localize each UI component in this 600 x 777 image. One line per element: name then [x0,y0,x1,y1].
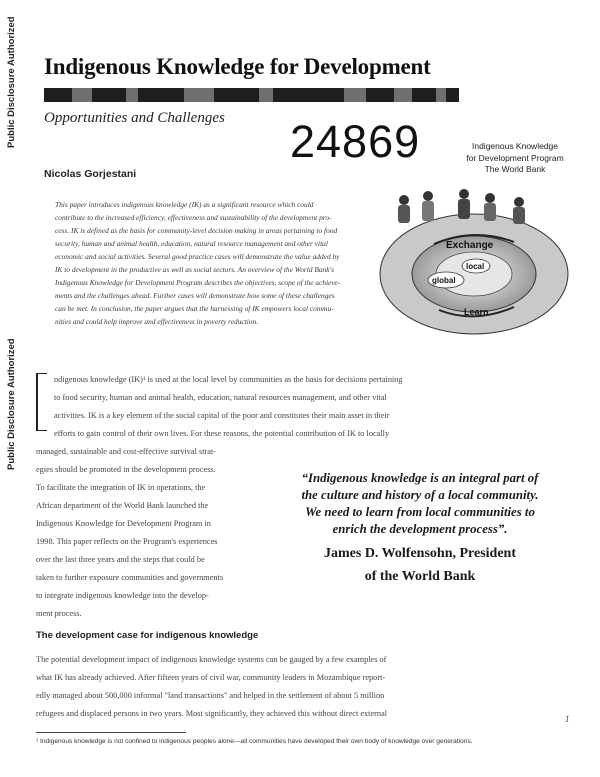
subtitle: Opportunities and Challenges [44,110,225,126]
intro-line: ndigenous knowledge (IK)¹ is used at the local level by communities as the basis for decisions pertaining [54,375,403,384]
intro-continuation [36,443,264,623]
page-number: 1 [565,714,570,724]
intro-cont-line: ment process. [36,609,82,618]
global-badge [428,272,464,288]
intro-cont-line: 1998. This paper reflects on the Program's experiences [36,537,218,546]
intro-cont-line: egies should be promoted in the development process. [36,465,216,474]
section-line: edly managed about 500,000 informal "land transactions" and helped in the settlement of about 5 million [36,691,385,700]
quote-author-line: of the World Bank [364,569,476,584]
document-number: 24869 [290,116,421,167]
abstract-line: This paper introduces indigenous knowledge (IK) as a significant resource which could [55,200,314,209]
intro-cont-line: African department of the World Bank launched the [36,501,209,510]
footnote: ¹ Indigenous knowledge is not confined to indigenous peoples alone—all communities have developed their own body of knowledge over generations. [36,738,473,745]
quote-attribution [270,542,570,588]
abstract-line: Indigenous Knowledge for Development Program describes the objectives, scope of the achieve- [55,278,341,287]
abstract-line: IK to development in the productive as well as social sectors. An overview of the World Bank's [55,265,335,274]
local-badge [462,259,490,273]
author-name: Nicolas Gorjestani [44,168,137,180]
title-decorative-rule [44,88,459,102]
intro-cont-line: taken to further exposure communities and governments [36,573,224,582]
abstract-line: nities and could help improve and effectiveness in poverty reduction. [55,317,259,326]
section-line: what IK has already achieved. After fifteen years of civil war, community leaders in Mozambique report- [36,673,386,682]
intro-cont-line: Indigenous Knowledge for Development Program in [36,519,211,528]
intro-paragraph [54,371,494,443]
exchange-label: Exchange [446,240,494,251]
section-line: refugees and displaced persons in two years. Most significantly, they achieved this without direct external [36,709,388,718]
quote-line: “Indigenous knowledge is an integral part of [301,471,539,485]
organization-block [455,141,575,176]
intro-line: activities. IK is a key element of the social capital of the poor and constitutes their main asset in their [54,411,390,420]
quote-line: We need to learn from local communities to [305,505,535,519]
quote-line: enrich the development process”. [332,522,508,536]
abstract-line: contribute to the increased efficiency, effectiveness and sustainability of the development pro- [55,213,332,222]
intro-cont-line: over the last three years and the steps that could be [36,555,205,564]
intro-line: efforts to gain control of their own lives. For these reasons, the potential contribution of IK to locally [54,429,390,438]
exchange-learn-diagram [364,182,574,342]
footnote-divider [36,732,186,733]
disclosure-watermark-bottom: Public Disclosure Authorized [6,338,17,470]
quote-author-line: James D. Wolfensohn, President [324,546,516,561]
intro-cont-line: To facilitate the integration of IK in operations, the [36,483,206,492]
pull-quote [270,470,570,588]
abstract-line: ments and the challenges ahead. Further cases will demonstrate how some of these challenges [55,291,335,300]
intro-line: to food security, human and animal health, education, natural resources management, and other vital [54,393,387,402]
learn-label: Learn [464,307,489,317]
abstract-line: cess. IK is defined as the basis for community-level decision making in areas pertaining to food [55,226,338,235]
intro-cont-line: managed, sustainable and cost-effective survival strat- [36,447,217,456]
page-title: Indigenous Knowledge for Development [44,54,431,79]
section-body [36,651,570,723]
disclosure-watermark-top: Public Disclosure Authorized [6,16,17,148]
section-line: The potential development impact of indigenous knowledge systems can be gauged by a few examples of [36,655,387,664]
org-line: for Development Program [466,152,564,163]
abstract-line: economic and social activities. Several good practice cases will demonstrate the value added by [55,252,340,261]
section-heading: The development case for indigenous knowledge [36,630,259,641]
quote-line: the culture and history of a local community. [301,488,539,502]
local-label: local [466,262,485,271]
abstract-line: security, human and animal health, education, natural resource management and other vital [55,239,328,248]
org-line: Indigenous Knowledge [471,141,558,151]
quote-text [270,470,570,538]
org-line: The World Bank [484,164,546,174]
abstract [55,198,360,328]
abstract-line: can be met. In conclusion, the paper argues that the harnessing of IK empowers local commu- [55,304,334,313]
intro-cont-line: to integrate indigenous knowledge into the develop- [36,591,209,600]
drop-cap-bracket [36,373,47,431]
global-label: global [432,276,456,285]
